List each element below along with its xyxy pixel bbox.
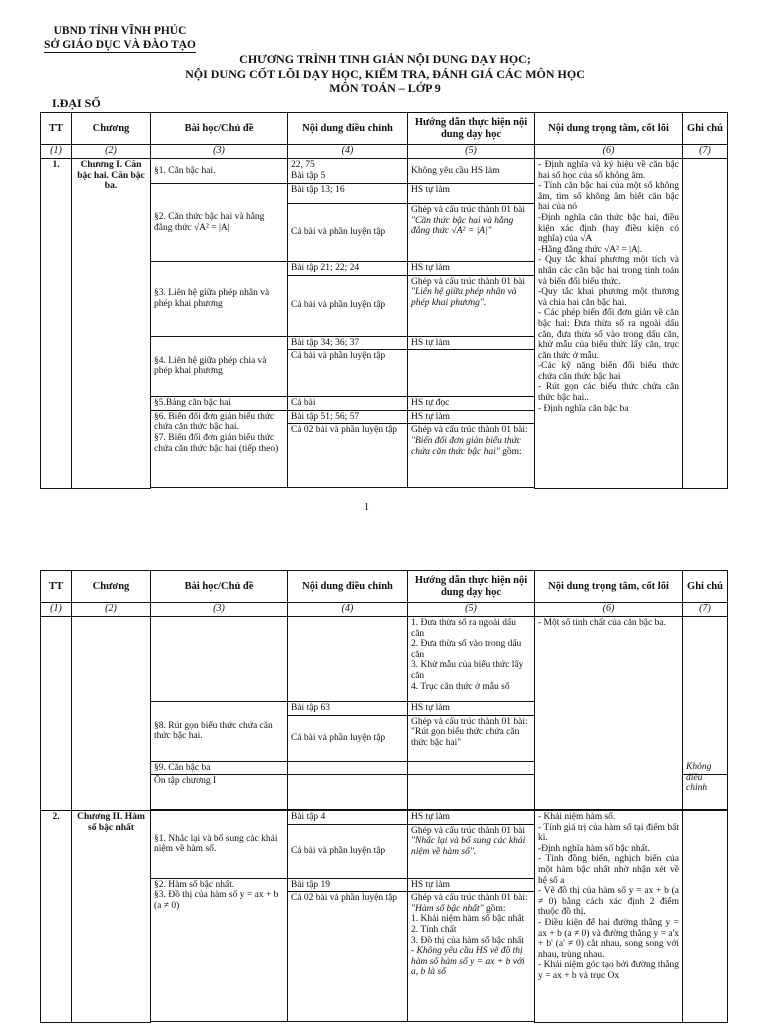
col-num: (5) bbox=[408, 145, 535, 159]
adjust-cell bbox=[288, 775, 408, 810]
col-header-chuong: Chương bbox=[72, 113, 151, 145]
guide-text: Ghép và cấu trúc thành 01 bài: bbox=[411, 893, 528, 904]
guide-lesson-title: "Căn thức bậc hai và hằng đẳng thức √A² = |A|" bbox=[411, 215, 514, 237]
lesson-line: §2. Hàm số bậc nhất. bbox=[154, 879, 235, 890]
col-num: (4) bbox=[288, 603, 408, 617]
lesson-cell: §3. Liên hệ giữa phép nhân và phép khai phương bbox=[151, 262, 288, 337]
adjust-cell: Cả bài và phần luyện tập bbox=[288, 275, 408, 336]
guide-cell: HS tự làm bbox=[408, 336, 535, 350]
adjust-cell: Cả bài và phần luyện tập bbox=[288, 350, 408, 397]
chapter-name bbox=[72, 617, 151, 811]
row-tt bbox=[41, 617, 72, 811]
document-title bbox=[120, 52, 650, 96]
col-header-bai-hoc: Bài học/Chủ đề bbox=[151, 113, 288, 145]
note-text: Không điều chỉnh bbox=[683, 761, 728, 796]
table-row bbox=[41, 810, 728, 824]
guide-cell bbox=[408, 892, 535, 1022]
lesson-cell: §1. Căn bậc hai. bbox=[151, 159, 288, 184]
guide-lesson-title: "Biến đổi đơn giản biểu thức chứa căn thức bậc hai" bbox=[411, 435, 522, 457]
core-content-cell: - Khái niệm hàm số. - Tính giá trị của hàm số tại điểm bất kì. -Định nghĩa hàm số bậc nhất. - Tính đồng biến, nghịch biến của một hàm bậc nhất nhờ nhận xét về hệ số a - Vẽ đồ thị của hàm số y = ax + b (a ≠ 0) bằng cách xác định 2 điểm thuộc đồ thị. - Điều kiện để hai đường thẳng y = ax + b (a ≠ 0) và đường thẳng y = a'x + b' (a' ≠ 0) cắt nhau, song song với nhau, trùng nhau. - Khái niệm góc tạo bởi đường thẳng y = ax + b và trục Ox bbox=[535, 810, 683, 1022]
adjust-cell bbox=[288, 761, 408, 775]
guide-cell bbox=[408, 761, 535, 775]
note-cell bbox=[683, 617, 728, 775]
guide-cell: 1. Đưa thừa số ra ngoài dấu căn 2. Đưa thừa số vào trong dấu căn 3. Khử mẫu của biểu thức lấy căn 4. Trục căn thức ở mẫu số bbox=[408, 617, 535, 702]
col-num: (6) bbox=[535, 603, 683, 617]
table-row bbox=[41, 617, 728, 702]
guide-cell: HS tự làm bbox=[408, 702, 535, 716]
guide-cell bbox=[408, 424, 535, 488]
col-num: (3) bbox=[151, 145, 288, 159]
lesson-cell: §5.Bảng căn bậc hai bbox=[151, 397, 288, 411]
adjust-cell: Bài tập 51; 56; 57 bbox=[288, 410, 408, 424]
col-header-chuong: Chương bbox=[72, 571, 151, 603]
adjust-cell: Cả bài và phần luyện tập bbox=[288, 204, 408, 262]
guide-text: Ghép và cấu trúc thành 01 bài bbox=[411, 825, 525, 836]
column-number-row bbox=[41, 603, 728, 617]
adjust-cell: Cả bài và phần luyện tập bbox=[288, 824, 408, 878]
lesson-cell: §9. Căn bậc ba bbox=[151, 761, 288, 775]
col-num: (3) bbox=[151, 603, 288, 617]
guide-cell: HS tự làm bbox=[408, 262, 535, 276]
guide-cell: Không yêu cầu HS làm bbox=[408, 159, 535, 184]
col-num: (2) bbox=[72, 145, 151, 159]
guide-text-end: gồm: bbox=[499, 446, 522, 457]
adjust-cell: Cả bài và phần luyện tập bbox=[288, 715, 408, 761]
adjust-cell: Bài tập 4 bbox=[288, 810, 408, 824]
lesson-cell: §6. Biến đổi đơn giản biểu thức chứa căn thức bậc hai. §7. Biến đổi đơn giản biểu thức chứa căn thức bậc hai (tiếp theo) bbox=[151, 410, 288, 488]
guide-lesson-title: "Liên hệ giữa phép nhân và phép khai phương". bbox=[411, 287, 517, 308]
col-header-huong-dan: Hướng dẫn thực hiện nội dung dạy học bbox=[408, 113, 535, 145]
curriculum-table-page-1 bbox=[40, 112, 728, 489]
guide-cell bbox=[408, 775, 535, 810]
guide-cell: Ghép và cấu trúc thành 01 bài: "Rút gọn biểu thức chứa căn thức bậc hai" bbox=[408, 715, 535, 761]
lesson-cell bbox=[151, 617, 288, 702]
col-num: (6) bbox=[535, 145, 683, 159]
table-header-row bbox=[41, 113, 728, 145]
guide-text: Ghép và cấu trúc thành 01 bài: bbox=[411, 425, 528, 436]
lesson-cell: §1. Nhắc lại và bổ sung các khái niệm về hàm số. bbox=[151, 810, 288, 878]
col-num: (7) bbox=[683, 603, 728, 617]
guide-cell bbox=[408, 824, 535, 878]
adjust-cell: Bài tập 21; 22; 24 bbox=[288, 262, 408, 276]
guide-cell: HS tự làm bbox=[408, 878, 535, 892]
col-header-bai-hoc: Bài học/Chủ đề bbox=[151, 571, 288, 603]
col-header-tt: TT bbox=[41, 571, 72, 603]
col-num: (1) bbox=[41, 145, 72, 159]
adjust-cell: Cả 02 bài và phần luyện tập bbox=[288, 892, 408, 1022]
guide-cell bbox=[408, 350, 535, 397]
title-line-3: MÔN TOÁN – LỚP 9 bbox=[329, 81, 441, 95]
core-content-cell: - Định nghĩa và ký hiệu về căn bậc hai số học của số không âm. - Tính căn bậc hai của một số không âm, tìm số không âm biết căn bậc hai của nó -Định nghĩa căn thức bậc hai, điều kiện xác định (hay điều kiện có nghĩa) của √A -Hằng đẳng thức √A² = |A|. - Quy tắc khai phương một tích và nhân các căn bậc hai trong tính toán và biến đổi biểu thức. -Quy tắc khai phương một thương và chia hai căn bậc hai. - Các phép biến đổi đơn giản về căn bậc hai: Đưa thừa số ra ngoài dấu căn, đưa thừa số vào trong dấu căn, khử mẫu của biểu thức lấy căn, trục căn thức ở mẫu. -Các kỹ năng biến đổi biểu thức chứa căn thức bậc hai - Rút gọn các biểu thức chứa căn thức bậc hai.. - Định nghĩa căn bậc ba bbox=[535, 159, 683, 489]
guide-note: - Không yêu cầu HS vẽ đồ thị hàm số hàm số y = ax + b với a, b là số bbox=[411, 946, 525, 978]
col-header-trong-tam: Nội dung trọng tâm, cốt lõi bbox=[535, 571, 683, 603]
guide-cell: HS tự làm bbox=[408, 184, 535, 204]
lesson-line: §3. Đồ thị của hàm số y = ax + b (a ≠ 0) bbox=[154, 890, 279, 911]
adjust-cell: 22, 75 Bài tập 5 bbox=[288, 159, 408, 184]
lesson-cell: §8. Rút gọn biểu thức chứa căn thức bậc hai. bbox=[151, 702, 288, 762]
curriculum-table-page-2 bbox=[40, 570, 728, 1023]
row-tt: 2. bbox=[41, 810, 72, 1022]
org-line-2-text: SỞ GIÁO DỤC VÀ ĐÀO TẠO bbox=[44, 39, 196, 51]
org-line-1: UBND TỈNH VĨNH PHÚC bbox=[53, 25, 187, 37]
col-header-dieu-chinh: Nội dung điều chỉnh bbox=[288, 113, 408, 145]
note-cell bbox=[683, 159, 728, 489]
guide-cell: HS tự làm bbox=[408, 410, 535, 424]
col-num: (4) bbox=[288, 145, 408, 159]
col-header-huong-dan: Hướng dẫn thực hiện nội dung dạy học bbox=[408, 571, 535, 603]
lesson-cell bbox=[151, 878, 288, 1022]
core-content-cell: - Một số tính chất của căn bậc ba. bbox=[535, 617, 683, 810]
table-header-row bbox=[41, 571, 728, 603]
col-header-ghi-chu: Ghi chú bbox=[683, 571, 728, 603]
note-cell bbox=[683, 810, 728, 1022]
chapter-name: Chương II. Hàm số bậc nhất bbox=[72, 810, 151, 1022]
col-header-ghi-chu: Ghi chú bbox=[683, 113, 728, 145]
org-line-2 bbox=[40, 38, 200, 53]
guide-lesson-title: "Nhắc lại và bổ sung các khái niệm về hàm số". bbox=[411, 836, 526, 857]
guide-lesson-title: "Hàm số bậc nhất" bbox=[411, 903, 484, 914]
col-header-tt: TT bbox=[41, 113, 72, 145]
col-num: (2) bbox=[72, 603, 151, 617]
lesson-cell: §2. Căn thức bậc hai và hằng đẳng thức √A² = |A| bbox=[151, 184, 288, 262]
col-num: (7) bbox=[683, 145, 728, 159]
section-heading: I.ĐẠI SỐ bbox=[52, 96, 101, 110]
guide-text: Ghép và cấu trúc thành 01 bài bbox=[411, 205, 525, 215]
adjust-cell: Bài tập 34; 36; 37 bbox=[288, 336, 408, 350]
col-header-dieu-chinh: Nội dung điều chỉnh bbox=[288, 571, 408, 603]
lesson-cell: Ôn tập chương I bbox=[151, 775, 288, 810]
guide-cell bbox=[408, 275, 535, 336]
guide-cell: HS tự làm bbox=[408, 810, 535, 824]
guide-cell bbox=[408, 204, 535, 262]
guide-cell: HS tự đọc bbox=[408, 397, 535, 411]
page-number: 1 bbox=[364, 502, 369, 513]
column-number-row bbox=[41, 145, 728, 159]
adjust-cell: Bài tập 63 bbox=[288, 702, 408, 716]
adjust-cell: Bài tập 19 bbox=[288, 878, 408, 892]
title-line-1: CHƯƠNG TRÌNH TINH GIẢN NỘI DUNG DẠY HỌC; bbox=[239, 52, 531, 66]
chapter-name: Chương I. Căn bậc hai. Căn bậc ba. bbox=[72, 159, 151, 489]
guide-text-list: gồm: 1. Khái niệm hàm số bậc nhất 2. Tính chất 3. Đồ thị của hàm số bậc nhất bbox=[411, 903, 525, 946]
lesson-cell: §4. Liên hệ giữa phép chia và phép khai phương bbox=[151, 336, 288, 397]
col-num: (5) bbox=[408, 603, 535, 617]
table-row bbox=[41, 159, 728, 184]
title-line-2: NỘI DUNG CỐT LÕI DẠY HỌC, KIỂM TRA, ĐÁNH GIÁ CÁC MÔN HỌC bbox=[185, 66, 585, 81]
adjust-cell: Cả 02 bài và phần luyện tập bbox=[288, 424, 408, 488]
col-num: (1) bbox=[41, 603, 72, 617]
row-tt: 1. bbox=[41, 159, 72, 489]
adjust-cell bbox=[288, 617, 408, 702]
guide-text: Ghép và cấu trúc thành 01 bài bbox=[411, 276, 525, 287]
col-header-trong-tam: Nội dung trọng tâm, cốt lõi bbox=[535, 113, 683, 145]
org-header bbox=[40, 24, 200, 53]
adjust-cell: Cả bài bbox=[288, 397, 408, 411]
adjust-cell: Bài tập 13; 16 bbox=[288, 184, 408, 204]
